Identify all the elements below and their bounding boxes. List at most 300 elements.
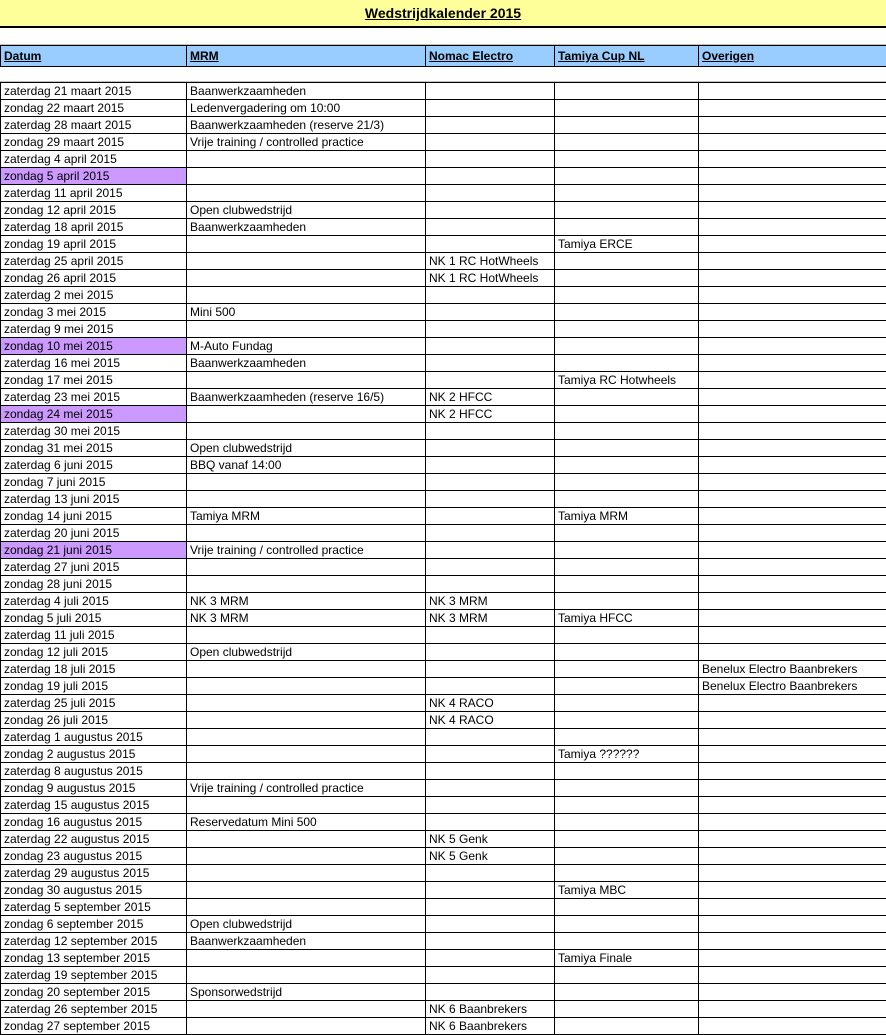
- cell-nomac-electro[interactable]: [426, 151, 555, 168]
- cell-nomac-electro[interactable]: NK 4 RACO: [426, 695, 555, 712]
- cell-overigen[interactable]: [699, 627, 886, 644]
- cell-overigen[interactable]: [699, 695, 886, 712]
- cell-mrm[interactable]: [187, 185, 426, 202]
- cell-nomac-electro[interactable]: [426, 287, 555, 304]
- cell-overigen[interactable]: [699, 406, 886, 423]
- cell-datum[interactable]: zaterdag 4 juli 2015: [1, 593, 187, 610]
- cell-tamiya-cup-nl[interactable]: [555, 984, 699, 1001]
- cell-tamiya-cup-nl[interactable]: [555, 576, 699, 593]
- cell-nomac-electro[interactable]: [426, 355, 555, 372]
- cell-mrm[interactable]: Baanwerkzaamheden: [187, 933, 426, 950]
- cell-datum[interactable]: zaterdag 25 april 2015: [1, 253, 187, 270]
- cell-overigen[interactable]: [699, 559, 886, 576]
- cell-tamiya-cup-nl[interactable]: [555, 763, 699, 780]
- cell-mrm[interactable]: Open clubwedstrijd: [187, 440, 426, 457]
- cell-datum[interactable]: zaterdag 23 mei 2015: [1, 389, 187, 406]
- cell-datum[interactable]: zondag 20 september 2015: [1, 984, 187, 1001]
- cell-nomac-electro[interactable]: [426, 882, 555, 899]
- cell-overigen[interactable]: [699, 491, 886, 508]
- cell-tamiya-cup-nl[interactable]: [555, 814, 699, 831]
- cell-nomac-electro[interactable]: NK 1 RC HotWheels: [426, 270, 555, 287]
- cell-mrm[interactable]: [187, 151, 426, 168]
- cell-tamiya-cup-nl[interactable]: [555, 661, 699, 678]
- cell-overigen[interactable]: [699, 185, 886, 202]
- cell-tamiya-cup-nl[interactable]: [555, 1018, 699, 1035]
- cell-overigen[interactable]: [699, 950, 886, 967]
- cell-mrm[interactable]: [187, 559, 426, 576]
- cell-tamiya-cup-nl[interactable]: [555, 780, 699, 797]
- cell-datum[interactable]: zaterdag 20 juni 2015: [1, 525, 187, 542]
- cell-mrm[interactable]: [187, 712, 426, 729]
- table-row: [1, 219, 886, 236]
- cell-nomac-electro[interactable]: [426, 474, 555, 491]
- cell-nomac-electro[interactable]: [426, 763, 555, 780]
- cell-mrm[interactable]: Vrije training / controlled practice: [187, 542, 426, 559]
- cell-nomac-electro[interactable]: [426, 644, 555, 661]
- cell-overigen[interactable]: Benelux Electro Baanbrekers: [699, 661, 886, 678]
- cell-overigen[interactable]: [699, 984, 886, 1001]
- cell-mrm[interactable]: [187, 967, 426, 984]
- cell-overigen[interactable]: [699, 763, 886, 780]
- cell-tamiya-cup-nl[interactable]: [555, 134, 699, 151]
- cell-tamiya-cup-nl[interactable]: [555, 695, 699, 712]
- cell-nomac-electro[interactable]: [426, 372, 555, 389]
- cell-nomac-electro[interactable]: [426, 542, 555, 559]
- cell-overigen[interactable]: [699, 117, 886, 134]
- header-datum[interactable]: Datum: [1, 46, 187, 67]
- table-row: [1, 865, 886, 882]
- cell-mrm[interactable]: Sponsorwedstrijd: [187, 984, 426, 1001]
- cell-mrm[interactable]: [187, 627, 426, 644]
- cell-nomac-electro[interactable]: [426, 338, 555, 355]
- cell-datum[interactable]: zaterdag 19 september 2015: [1, 967, 187, 984]
- cell-overigen[interactable]: [699, 916, 886, 933]
- cell-datum[interactable]: zondag 14 juni 2015: [1, 508, 187, 525]
- cell-datum[interactable]: zaterdag 27 juni 2015: [1, 559, 187, 576]
- cell-datum[interactable]: zondag 16 augustus 2015: [1, 814, 187, 831]
- table-row: [1, 610, 886, 627]
- cell-tamiya-cup-nl[interactable]: [555, 202, 699, 219]
- cell-overigen[interactable]: [699, 542, 886, 559]
- cell-tamiya-cup-nl[interactable]: [555, 474, 699, 491]
- cell-overigen[interactable]: [699, 848, 886, 865]
- cell-datum[interactable]: zaterdag 9 mei 2015: [1, 321, 187, 338]
- table-row: [1, 253, 886, 270]
- cell-tamiya-cup-nl[interactable]: [555, 185, 699, 202]
- cell-datum[interactable]: zaterdag 15 augustus 2015: [1, 797, 187, 814]
- cell-overigen[interactable]: [699, 797, 886, 814]
- cell-datum[interactable]: zaterdag 2 mei 2015: [1, 287, 187, 304]
- cell-overigen[interactable]: [699, 967, 886, 984]
- cell-mrm[interactable]: [187, 950, 426, 967]
- cell-nomac-electro[interactable]: [426, 491, 555, 508]
- cell-mrm[interactable]: [187, 491, 426, 508]
- cell-nomac-electro[interactable]: [426, 304, 555, 321]
- table-row: [1, 933, 886, 950]
- cell-overigen[interactable]: [699, 236, 886, 253]
- cell-tamiya-cup-nl[interactable]: Tamiya RC Hotwheels: [555, 372, 699, 389]
- cell-mrm[interactable]: Baanwerkzaamheden (reserve 21/3): [187, 117, 426, 134]
- cell-nomac-electro[interactable]: [426, 661, 555, 678]
- cell-tamiya-cup-nl[interactable]: [555, 542, 699, 559]
- cell-mrm[interactable]: [187, 474, 426, 491]
- cell-tamiya-cup-nl[interactable]: Tamiya Finale: [555, 950, 699, 967]
- cell-datum[interactable]: zondag 26 juli 2015: [1, 712, 187, 729]
- cell-mrm[interactable]: Tamiya MRM: [187, 508, 426, 525]
- cell-tamiya-cup-nl[interactable]: [555, 559, 699, 576]
- cell-overigen[interactable]: [699, 746, 886, 763]
- cell-datum[interactable]: zaterdag 18 juli 2015: [1, 661, 187, 678]
- cell-mrm[interactable]: Mini 500: [187, 304, 426, 321]
- cell-mrm[interactable]: [187, 661, 426, 678]
- cell-nomac-electro[interactable]: [426, 576, 555, 593]
- cell-datum[interactable]: zondag 5 juli 2015: [1, 610, 187, 627]
- cell-overigen[interactable]: [699, 1001, 886, 1018]
- header-mrm[interactable]: MRM: [187, 46, 426, 67]
- cell-tamiya-cup-nl[interactable]: Tamiya MRM: [555, 508, 699, 525]
- cell-tamiya-cup-nl[interactable]: [555, 831, 699, 848]
- cell-nomac-electro[interactable]: [426, 321, 555, 338]
- cell-tamiya-cup-nl[interactable]: [555, 321, 699, 338]
- cell-mrm[interactable]: [187, 695, 426, 712]
- cell-nomac-electro[interactable]: [426, 83, 555, 100]
- cell-datum[interactable]: zondag 19 juli 2015: [1, 678, 187, 695]
- cell-overigen[interactable]: [699, 814, 886, 831]
- cell-nomac-electro[interactable]: [426, 134, 555, 151]
- cell-mrm[interactable]: Ledenvergadering om 10:00: [187, 100, 426, 117]
- cell-overigen[interactable]: [699, 440, 886, 457]
- cell-mrm[interactable]: [187, 899, 426, 916]
- table-row: [1, 134, 886, 151]
- cell-tamiya-cup-nl[interactable]: [555, 1001, 699, 1018]
- cell-tamiya-cup-nl[interactable]: [555, 491, 699, 508]
- cell-tamiya-cup-nl[interactable]: [555, 423, 699, 440]
- cell-tamiya-cup-nl[interactable]: [555, 355, 699, 372]
- cell-mrm[interactable]: [187, 423, 426, 440]
- cell-datum[interactable]: zaterdag 4 april 2015: [1, 151, 187, 168]
- cell-tamiya-cup-nl[interactable]: [555, 457, 699, 474]
- cell-nomac-electro[interactable]: [426, 117, 555, 134]
- cell-datum[interactable]: zaterdag 28 maart 2015: [1, 117, 187, 134]
- cell-datum[interactable]: zondag 7 juni 2015: [1, 474, 187, 491]
- cell-tamiya-cup-nl[interactable]: [555, 525, 699, 542]
- cell-nomac-electro[interactable]: [426, 168, 555, 185]
- cell-tamiya-cup-nl[interactable]: [555, 899, 699, 916]
- cell-overigen[interactable]: [699, 134, 886, 151]
- cell-datum[interactable]: zondag 13 september 2015: [1, 950, 187, 967]
- cell-nomac-electro[interactable]: [426, 440, 555, 457]
- table-row: [1, 627, 886, 644]
- cell-overigen[interactable]: [699, 899, 886, 916]
- cell-mrm[interactable]: [187, 865, 426, 882]
- cell-datum[interactable]: zondag 28 juni 2015: [1, 576, 187, 593]
- cell-nomac-electro[interactable]: [426, 899, 555, 916]
- table-row: [1, 389, 886, 406]
- cell-overigen[interactable]: [699, 151, 886, 168]
- cell-nomac-electro[interactable]: NK 1 RC HotWheels: [426, 253, 555, 270]
- cell-overigen[interactable]: [699, 389, 886, 406]
- cell-overigen[interactable]: [699, 780, 886, 797]
- cell-datum[interactable]: zondag 12 juli 2015: [1, 644, 187, 661]
- cell-mrm[interactable]: [187, 797, 426, 814]
- cell-datum[interactable]: zondag 26 april 2015: [1, 270, 187, 287]
- cell-nomac-electro[interactable]: [426, 525, 555, 542]
- cell-nomac-electro[interactable]: [426, 797, 555, 814]
- cell-mrm[interactable]: Baanwerkzaamheden: [187, 83, 426, 100]
- cell-nomac-electro[interactable]: [426, 236, 555, 253]
- cell-tamiya-cup-nl[interactable]: [555, 83, 699, 100]
- cell-mrm[interactable]: BBQ vanaf 14:00: [187, 457, 426, 474]
- cell-datum[interactable]: zondag 27 september 2015: [1, 1018, 187, 1035]
- cell-mrm[interactable]: [187, 678, 426, 695]
- cell-mrm[interactable]: [187, 253, 426, 270]
- cell-datum[interactable]: zondag 12 april 2015: [1, 202, 187, 219]
- cell-overigen[interactable]: [699, 202, 886, 219]
- cell-datum[interactable]: zondag 6 september 2015: [1, 916, 187, 933]
- cell-nomac-electro[interactable]: [426, 933, 555, 950]
- cell-mrm[interactable]: [187, 270, 426, 287]
- cell-nomac-electro[interactable]: [426, 185, 555, 202]
- cell-overigen[interactable]: [699, 644, 886, 661]
- cell-nomac-electro[interactable]: [426, 984, 555, 1001]
- cell-mrm[interactable]: NK 3 MRM: [187, 593, 426, 610]
- cell-tamiya-cup-nl[interactable]: [555, 627, 699, 644]
- cell-tamiya-cup-nl[interactable]: Tamiya MBC: [555, 882, 699, 899]
- cell-tamiya-cup-nl[interactable]: [555, 440, 699, 457]
- cell-tamiya-cup-nl[interactable]: [555, 151, 699, 168]
- cell-datum[interactable]: zondag 30 augustus 2015: [1, 882, 187, 899]
- cell-tamiya-cup-nl[interactable]: [555, 219, 699, 236]
- cell-overigen[interactable]: [699, 168, 886, 185]
- header-overigen[interactable]: Overigen: [699, 46, 886, 67]
- cell-datum[interactable]: zaterdag 5 september 2015: [1, 899, 187, 916]
- cell-overigen[interactable]: [699, 865, 886, 882]
- cell-nomac-electro[interactable]: NK 3 MRM: [426, 593, 555, 610]
- cell-nomac-electro[interactable]: NK 6 Baanbrekers: [426, 1018, 555, 1035]
- cell-nomac-electro[interactable]: NK 5 Genk: [426, 831, 555, 848]
- cell-overigen[interactable]: [699, 610, 886, 627]
- cell-nomac-electro[interactable]: [426, 967, 555, 984]
- cell-datum[interactable]: zondag 2 augustus 2015: [1, 746, 187, 763]
- cell-nomac-electro[interactable]: NK 3 MRM: [426, 610, 555, 627]
- cell-overigen[interactable]: [699, 831, 886, 848]
- cell-tamiya-cup-nl[interactable]: [555, 933, 699, 950]
- cell-mrm[interactable]: Vrije training / controlled practice: [187, 780, 426, 797]
- cell-overigen[interactable]: [699, 83, 886, 100]
- cell-nomac-electro[interactable]: [426, 202, 555, 219]
- cell-nomac-electro[interactable]: [426, 100, 555, 117]
- cell-overigen[interactable]: [699, 576, 886, 593]
- cell-overigen[interactable]: [699, 457, 886, 474]
- cell-nomac-electro[interactable]: [426, 423, 555, 440]
- cell-mrm[interactable]: [187, 746, 426, 763]
- table-row: [1, 967, 886, 984]
- cell-tamiya-cup-nl[interactable]: [555, 389, 699, 406]
- cell-datum[interactable]: zondag 23 augustus 2015: [1, 848, 187, 865]
- cell-datum[interactable]: zaterdag 21 maart 2015: [1, 83, 187, 100]
- cell-tamiya-cup-nl[interactable]: [555, 287, 699, 304]
- table-row: [1, 117, 886, 134]
- cell-datum[interactable]: zondag 31 mei 2015: [1, 440, 187, 457]
- cell-datum[interactable]: zondag 9 augustus 2015: [1, 780, 187, 797]
- cell-mrm[interactable]: [187, 287, 426, 304]
- cell-datum[interactable]: zondag 29 maart 2015: [1, 134, 187, 151]
- cell-overigen[interactable]: [699, 321, 886, 338]
- cell-overigen[interactable]: [699, 508, 886, 525]
- cell-nomac-electro[interactable]: NK 2 HFCC: [426, 389, 555, 406]
- cell-nomac-electro[interactable]: [426, 950, 555, 967]
- cell-overigen[interactable]: [699, 253, 886, 270]
- cell-datum[interactable]: zondag 21 juni 2015: [1, 542, 187, 559]
- cell-nomac-electro[interactable]: [426, 780, 555, 797]
- cell-mrm[interactable]: Reservedatum Mini 500: [187, 814, 426, 831]
- cell-tamiya-cup-nl[interactable]: [555, 168, 699, 185]
- cell-tamiya-cup-nl[interactable]: [555, 406, 699, 423]
- table-row: [1, 576, 886, 593]
- cell-datum[interactable]: zaterdag 22 augustus 2015: [1, 831, 187, 848]
- cell-overigen[interactable]: [699, 270, 886, 287]
- cell-tamiya-cup-nl[interactable]: [555, 967, 699, 984]
- table-row: [1, 559, 886, 576]
- cell-datum[interactable]: zaterdag 30 mei 2015: [1, 423, 187, 440]
- cell-datum[interactable]: zaterdag 11 april 2015: [1, 185, 187, 202]
- cell-mrm[interactable]: Baanwerkzaamheden: [187, 219, 426, 236]
- cell-mrm[interactable]: [187, 1001, 426, 1018]
- cell-tamiya-cup-nl[interactable]: [555, 678, 699, 695]
- cell-mrm[interactable]: [187, 831, 426, 848]
- cell-mrm[interactable]: Baanwerkzaamheden (reserve 16/5): [187, 389, 426, 406]
- cell-overigen[interactable]: [699, 219, 886, 236]
- cell-overigen[interactable]: [699, 474, 886, 491]
- cell-mrm[interactable]: [187, 168, 426, 185]
- cell-datum[interactable]: zondag 5 april 2015: [1, 168, 187, 185]
- cell-mrm[interactable]: [187, 763, 426, 780]
- cell-datum[interactable]: zondag 3 mei 2015: [1, 304, 187, 321]
- cell-datum[interactable]: zondag 10 mei 2015: [1, 338, 187, 355]
- cell-nomac-electro[interactable]: [426, 916, 555, 933]
- cell-mrm[interactable]: [187, 236, 426, 253]
- cell-overigen[interactable]: [699, 423, 886, 440]
- cell-tamiya-cup-nl[interactable]: Tamiya ??????: [555, 746, 699, 763]
- table-row: [1, 729, 886, 746]
- cell-datum[interactable]: zondag 22 maart 2015: [1, 100, 187, 117]
- cell-mrm[interactable]: [187, 576, 426, 593]
- table-row: [1, 406, 886, 423]
- cell-datum[interactable]: zaterdag 16 mei 2015: [1, 355, 187, 372]
- cell-overigen[interactable]: [699, 882, 886, 899]
- cell-tamiya-cup-nl[interactable]: [555, 304, 699, 321]
- cell-overigen[interactable]: [699, 287, 886, 304]
- cell-datum[interactable]: zaterdag 11 juli 2015: [1, 627, 187, 644]
- cell-tamiya-cup-nl[interactable]: [555, 916, 699, 933]
- cell-nomac-electro[interactable]: [426, 865, 555, 882]
- cell-tamiya-cup-nl[interactable]: Tamiya HFCC: [555, 610, 699, 627]
- cell-tamiya-cup-nl[interactable]: [555, 100, 699, 117]
- cell-overigen[interactable]: [699, 525, 886, 542]
- cell-overigen[interactable]: [699, 355, 886, 372]
- cell-datum[interactable]: zaterdag 29 augustus 2015: [1, 865, 187, 882]
- cell-nomac-electro[interactable]: [426, 729, 555, 746]
- cell-overigen[interactable]: [699, 304, 886, 321]
- cell-datum[interactable]: zondag 24 mei 2015: [1, 406, 187, 423]
- cell-overigen[interactable]: [699, 338, 886, 355]
- cell-nomac-electro[interactable]: NK 5 Genk: [426, 848, 555, 865]
- cell-mrm[interactable]: [187, 525, 426, 542]
- cell-nomac-electro[interactable]: NK 2 HFCC: [426, 406, 555, 423]
- cell-mrm[interactable]: [187, 848, 426, 865]
- cell-nomac-electro[interactable]: [426, 678, 555, 695]
- cell-tamiya-cup-nl[interactable]: [555, 253, 699, 270]
- cell-nomac-electro[interactable]: NK 6 Baanbrekers: [426, 1001, 555, 1018]
- header-nomac-electro[interactable]: Nomac Electro: [426, 46, 555, 67]
- cell-datum[interactable]: zondag 17 mei 2015: [1, 372, 187, 389]
- table-row: [1, 763, 886, 780]
- cell-tamiya-cup-nl[interactable]: [555, 593, 699, 610]
- cell-datum[interactable]: zaterdag 13 juni 2015: [1, 491, 187, 508]
- cell-mrm[interactable]: M-Auto Fundag: [187, 338, 426, 355]
- cell-tamiya-cup-nl[interactable]: [555, 117, 699, 134]
- cell-nomac-electro[interactable]: NK 4 RACO: [426, 712, 555, 729]
- cell-datum[interactable]: zaterdag 12 september 2015: [1, 933, 187, 950]
- cell-datum[interactable]: zondag 19 april 2015: [1, 236, 187, 253]
- cell-nomac-electro[interactable]: [426, 508, 555, 525]
- cell-mrm[interactable]: [187, 372, 426, 389]
- cell-mrm[interactable]: Open clubwedstrijd: [187, 916, 426, 933]
- cell-tamiya-cup-nl[interactable]: Tamiya ERCE: [555, 236, 699, 253]
- cell-nomac-electro[interactable]: [426, 814, 555, 831]
- cell-mrm[interactable]: Open clubwedstrijd: [187, 202, 426, 219]
- cell-datum[interactable]: zaterdag 6 juni 2015: [1, 457, 187, 474]
- cell-tamiya-cup-nl[interactable]: [555, 865, 699, 882]
- cell-datum[interactable]: zaterdag 25 juli 2015: [1, 695, 187, 712]
- cell-datum[interactable]: zaterdag 18 april 2015: [1, 219, 187, 236]
- cell-nomac-electro[interactable]: [426, 746, 555, 763]
- cell-mrm[interactable]: NK 3 MRM: [187, 610, 426, 627]
- cell-nomac-electro[interactable]: [426, 457, 555, 474]
- cell-tamiya-cup-nl[interactable]: [555, 729, 699, 746]
- cell-tamiya-cup-nl[interactable]: [555, 338, 699, 355]
- cell-mrm[interactable]: [187, 321, 426, 338]
- cell-tamiya-cup-nl[interactable]: [555, 848, 699, 865]
- cell-overigen[interactable]: [699, 933, 886, 950]
- cell-overigen[interactable]: [699, 100, 886, 117]
- cell-mrm[interactable]: [187, 729, 426, 746]
- cell-nomac-electro[interactable]: [426, 219, 555, 236]
- header-tamiya-cup-nl[interactable]: Tamiya Cup NL: [555, 46, 699, 67]
- cell-mrm[interactable]: [187, 1018, 426, 1035]
- cell-overigen[interactable]: [699, 372, 886, 389]
- cell-overigen[interactable]: [699, 712, 886, 729]
- cell-overigen[interactable]: [699, 593, 886, 610]
- cell-nomac-electro[interactable]: [426, 559, 555, 576]
- cell-tamiya-cup-nl[interactable]: [555, 712, 699, 729]
- cell-mrm[interactable]: Open clubwedstrijd: [187, 644, 426, 661]
- cell-tamiya-cup-nl[interactable]: [555, 270, 699, 287]
- cell-tamiya-cup-nl[interactable]: [555, 644, 699, 661]
- cell-nomac-electro[interactable]: [426, 627, 555, 644]
- cell-mrm[interactable]: Vrije training / controlled practice: [187, 134, 426, 151]
- cell-overigen[interactable]: Benelux Electro Baanbrekers: [699, 678, 886, 695]
- cell-overigen[interactable]: [699, 729, 886, 746]
- cell-mrm[interactable]: [187, 882, 426, 899]
- cell-datum[interactable]: zaterdag 1 augustus 2015: [1, 729, 187, 746]
- cell-tamiya-cup-nl[interactable]: [555, 797, 699, 814]
- cell-overigen[interactable]: [699, 1018, 886, 1035]
- cell-mrm[interactable]: Baanwerkzaamheden: [187, 355, 426, 372]
- cell-mrm[interactable]: [187, 406, 426, 423]
- cell-datum[interactable]: zaterdag 8 augustus 2015: [1, 763, 187, 780]
- cell-datum[interactable]: zaterdag 26 september 2015: [1, 1001, 187, 1018]
